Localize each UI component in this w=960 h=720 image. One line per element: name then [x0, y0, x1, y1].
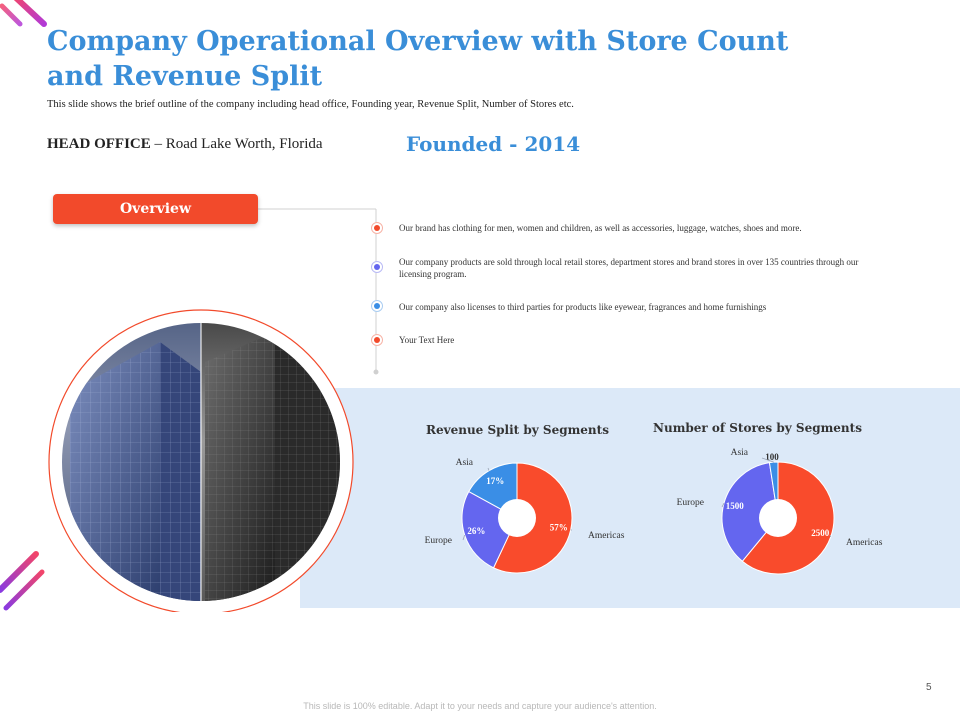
page-subtitle: This slide shows the brief outline of the company including head office, Founding year, Revenue Split, Number of Stores etc.	[47, 99, 574, 110]
chart1-value-label-asia: 17%	[486, 476, 505, 487]
chart2-donut-hole	[759, 499, 797, 537]
chart2-category-label-europe: Europe	[676, 498, 704, 508]
overview-bullet-2: Our company products are sold through local retail stores, department stores and brand stores in over 135 countries through our licensing program.	[399, 257, 859, 279]
page-number: 5	[926, 682, 932, 693]
chart1-donut-hole	[498, 499, 536, 537]
overview-label: Overview	[53, 194, 258, 224]
chart2-value-label-americas: 2500	[811, 528, 830, 539]
page-title: Company Operational Overview with Store Count and Revenue Split	[47, 26, 789, 92]
chart1-value-label-europe: 26%	[467, 526, 486, 537]
head-office-value: Road Lake Worth, Florida	[165, 136, 323, 152]
chart-title-stores: Number of Stores by Segments	[653, 421, 862, 435]
founded-year: Founded - 2014	[406, 132, 581, 156]
chart2-category-label-asia: Asia	[730, 448, 748, 458]
chart1-leader-europe	[463, 535, 465, 540]
chart2-value-label-asia: 100	[765, 452, 779, 462]
chart1-category-label-europe: Europe	[424, 536, 452, 546]
footer-note: This slide is 100% editable. Adapt it to your needs and capture your audience's attention.	[303, 701, 657, 711]
chart1-category-label-americas: Americas	[588, 531, 625, 541]
overview-bullet-3: Our company also licenses to third parties for products like eyewear, fragrances and home furnishings	[399, 302, 767, 312]
head-office-label: HEAD OFFICE	[47, 136, 151, 152]
chart2-value-label-europe: 1500	[725, 501, 744, 512]
chart2-category-label-americas: Americas	[846, 538, 883, 548]
chart1-category-label-asia: Asia	[455, 458, 473, 468]
chart1-leader-asia	[488, 468, 489, 471]
overview-bullet-1: Our brand has clothing for men, women and children, as well as accessories, luggage, watches, shoes and more.	[399, 223, 802, 233]
head-office-separator: –	[150, 136, 166, 152]
chart1-value-label-americas: 57%	[549, 522, 568, 533]
overview-bullet-4: Your Text Here	[399, 335, 455, 345]
chart-title-revenue: Revenue Split by Segments	[426, 423, 609, 437]
